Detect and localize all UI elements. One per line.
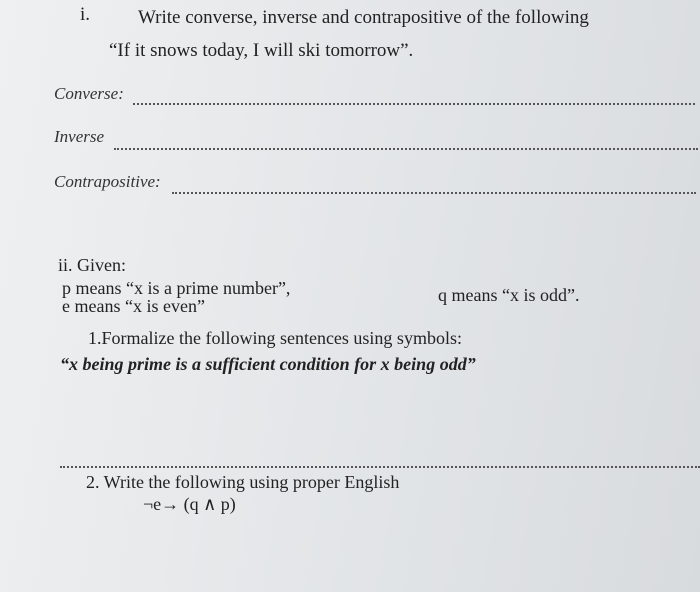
english-instruction: 2. Write the following using proper English: [86, 472, 400, 492]
formalize-answer-line: [60, 466, 700, 468]
converse-answer-line: [133, 103, 695, 105]
logic-expression: ¬e→ (q ∧ p): [143, 494, 236, 514]
q-definition: q means “x is odd”.: [438, 285, 580, 305]
converse-label: Converse:: [54, 84, 124, 103]
conditional-statement: “If it snows today, I will ski tomorrow”.: [109, 40, 414, 61]
contrapositive-answer-line: [172, 192, 696, 194]
sentence-to-formalize: “x being prime is a sufficient condition for x being odd”: [60, 354, 476, 374]
inverse-answer-line: [114, 148, 698, 150]
question-number: i.: [80, 4, 91, 25]
contrapositive-label: Contrapositive:: [54, 172, 161, 191]
question-instruction: Write converse, inverse and contrapositive of the following: [138, 7, 589, 28]
p-definition: p means “x is a prime number”,: [62, 278, 291, 298]
e-definition: e means “x is even”: [62, 296, 205, 316]
inverse-label: Inverse: [54, 127, 105, 146]
part-ii-heading: ii. Given:: [58, 255, 126, 275]
formalize-instruction: 1.Formalize the following sentences using symbols:: [88, 328, 462, 348]
